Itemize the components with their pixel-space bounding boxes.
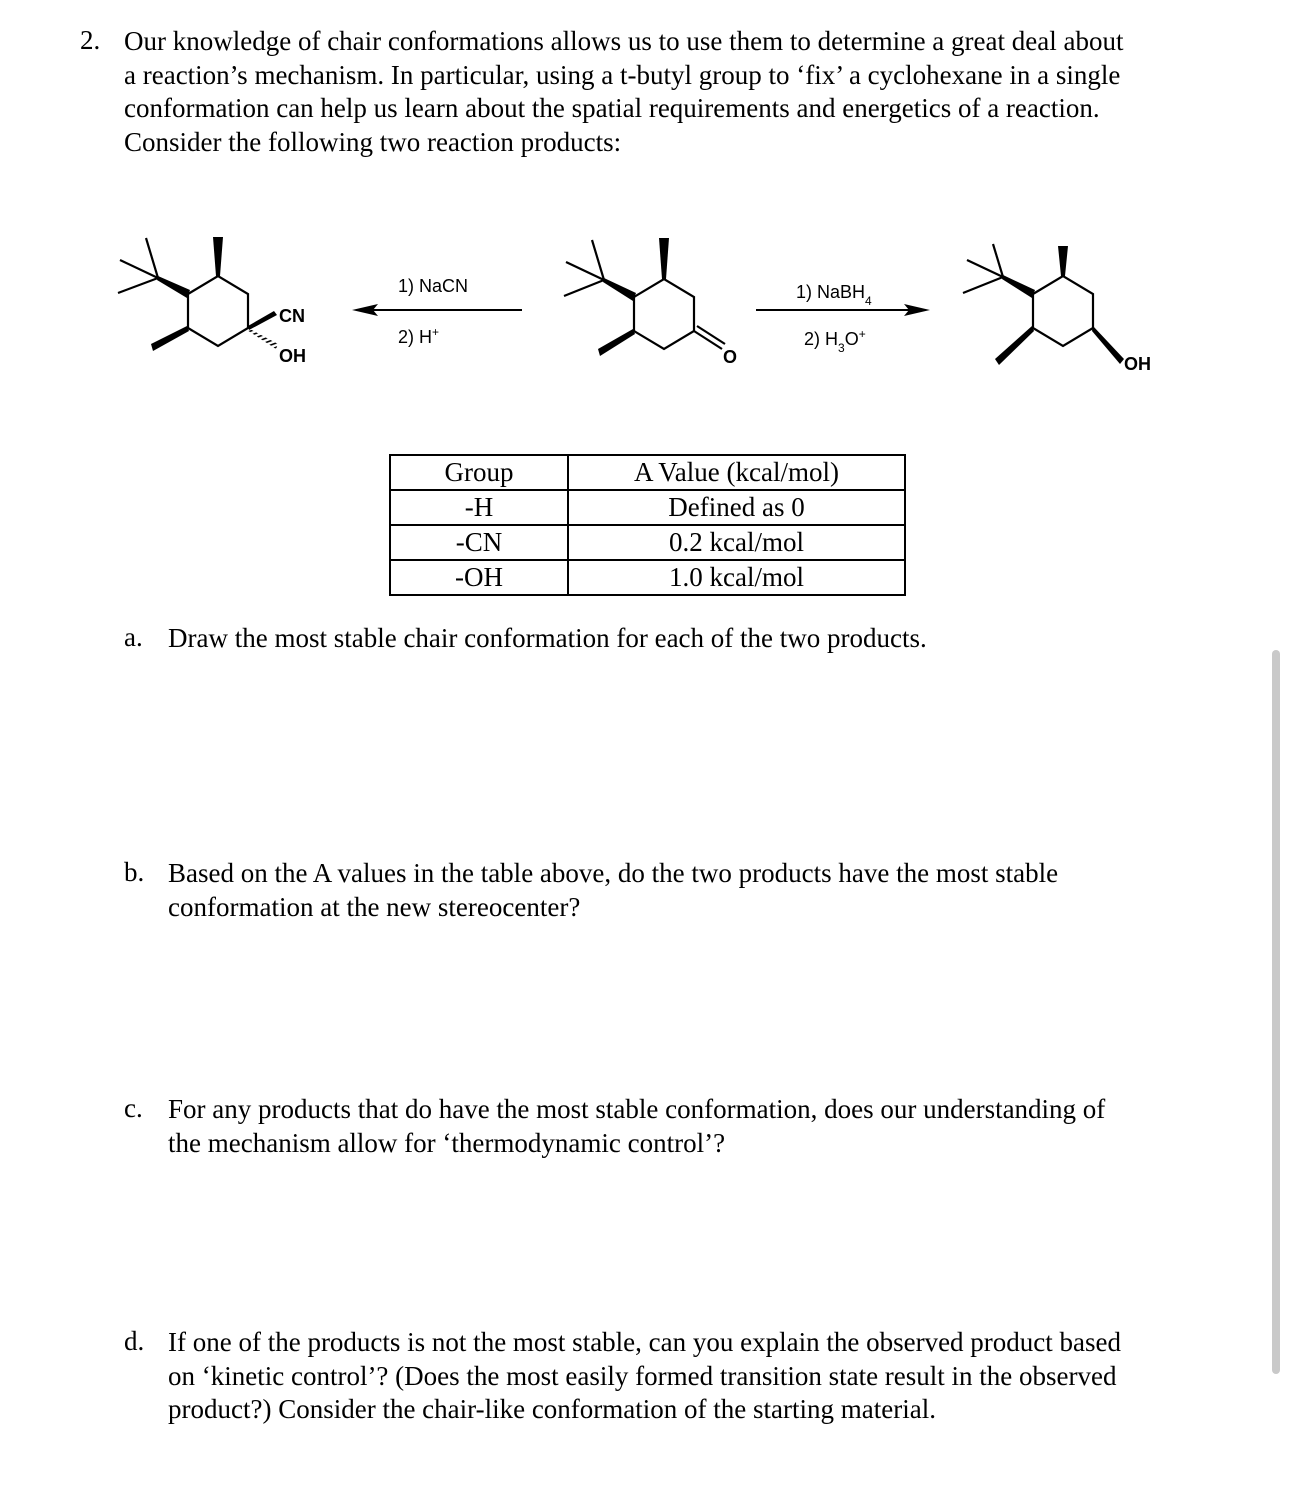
left-reaction-arrow	[352, 304, 522, 316]
oh-wedge	[1092, 326, 1124, 364]
right-oh-label: OH	[1124, 354, 1151, 374]
table-cell: -CN	[390, 525, 568, 560]
part-c-label: c.	[124, 1093, 143, 1123]
part-line: If one of the products is not the most stable, can you explain the observed product based	[168, 1327, 1122, 1357]
methyl-wedge-bottom	[995, 326, 1034, 365]
intro-line: Consider the following two reaction products:	[124, 126, 622, 157]
table-cell: -OH	[390, 560, 568, 595]
question-intro	[124, 25, 1123, 159]
part-b-label: b.	[124, 857, 145, 887]
table-cell: 1.0 kcal/mol	[568, 560, 905, 595]
methyl-wedge-bottom	[151, 326, 189, 351]
part-a-label: a.	[124, 622, 143, 652]
left-oh-label: OH	[279, 346, 306, 366]
part-line: on ‘kinetic control’? (Does the most easily formed transition state result in the observed	[168, 1360, 1117, 1391]
tbutyl-wedge	[603, 278, 636, 301]
part-line: For any products that do have the most stable conformation, does our understanding of	[168, 1094, 1106, 1124]
cn-wedge	[248, 311, 277, 330]
left-product-structure	[118, 237, 278, 351]
right-reagent-step2: 2) $H_3O^+$	[804, 327, 866, 355]
table-cell: -H	[390, 490, 568, 525]
methyl-wedge-top	[659, 238, 669, 279]
intro-line: conformation can help us learn about the spatial requirements and energetics of a reaction.	[124, 93, 1100, 123]
tbutyl-wedge	[157, 276, 190, 298]
part-line: Draw the most stable chair conformation for each of the two products.	[168, 623, 927, 653]
part-line: the mechanism allow for ‘thermodynamic control’?	[168, 1127, 726, 1158]
left-reagent-step2: 2) H+	[398, 325, 440, 347]
right-reagent-step1: 1) NaBH$_4$	[796, 282, 872, 308]
part-c-text	[168, 1093, 1105, 1160]
left-reagent-step1: 1) NaCN	[398, 276, 469, 296]
part-b-text	[168, 857, 1058, 924]
methyl-wedge-top	[213, 237, 223, 276]
part-d-text	[168, 1326, 1121, 1427]
part-d-label: d.	[124, 1326, 145, 1356]
methyl-wedge-top	[1058, 246, 1068, 276]
oh-hash	[247, 328, 278, 349]
right-reaction-arrow	[756, 304, 930, 316]
left-cn-label: CN	[279, 306, 305, 326]
table-row	[390, 490, 905, 525]
question-number: 2.	[80, 25, 101, 55]
starting-material-structure	[564, 238, 725, 356]
right-product-structure	[963, 244, 1124, 365]
table-cell: 0.2 kcal/mol	[568, 525, 905, 560]
table-header: A Value (kcal/mol)	[568, 455, 905, 490]
a-value-table	[389, 454, 906, 596]
part-line: product?) Consider the chair-like conformation of the starting material.	[168, 1394, 936, 1424]
intro-line: a reaction’s mechanism. In particular, using a t-butyl group to ‘fix’ a cyclohexane in a single	[124, 59, 1121, 90]
cyclohexane-ring	[188, 276, 248, 346]
part-line: Based on the A values in the table above, do the two products have the most stable	[168, 858, 1059, 888]
part-line: conformation at the new stereocenter?	[168, 891, 581, 922]
reaction-scheme	[0, 220, 1290, 400]
carbonyl-o-label: O	[723, 347, 738, 367]
table-cell: Defined as 0	[568, 490, 905, 525]
table-header-row	[390, 455, 905, 490]
table-header: Group	[390, 455, 568, 490]
cyclohexane-ring	[634, 279, 694, 349]
part-a-text	[168, 622, 927, 656]
methyl-wedge-bottom	[598, 329, 635, 356]
table-row	[390, 525, 905, 560]
intro-line: Our knowledge of chair conformations allows us to use them to determine a great deal about	[124, 26, 1124, 56]
tbutyl-wedge	[1002, 275, 1035, 298]
cyclohexane-ring	[1033, 276, 1093, 346]
table-row	[390, 560, 905, 595]
vertical-scrollbar[interactable]	[1272, 650, 1280, 1374]
